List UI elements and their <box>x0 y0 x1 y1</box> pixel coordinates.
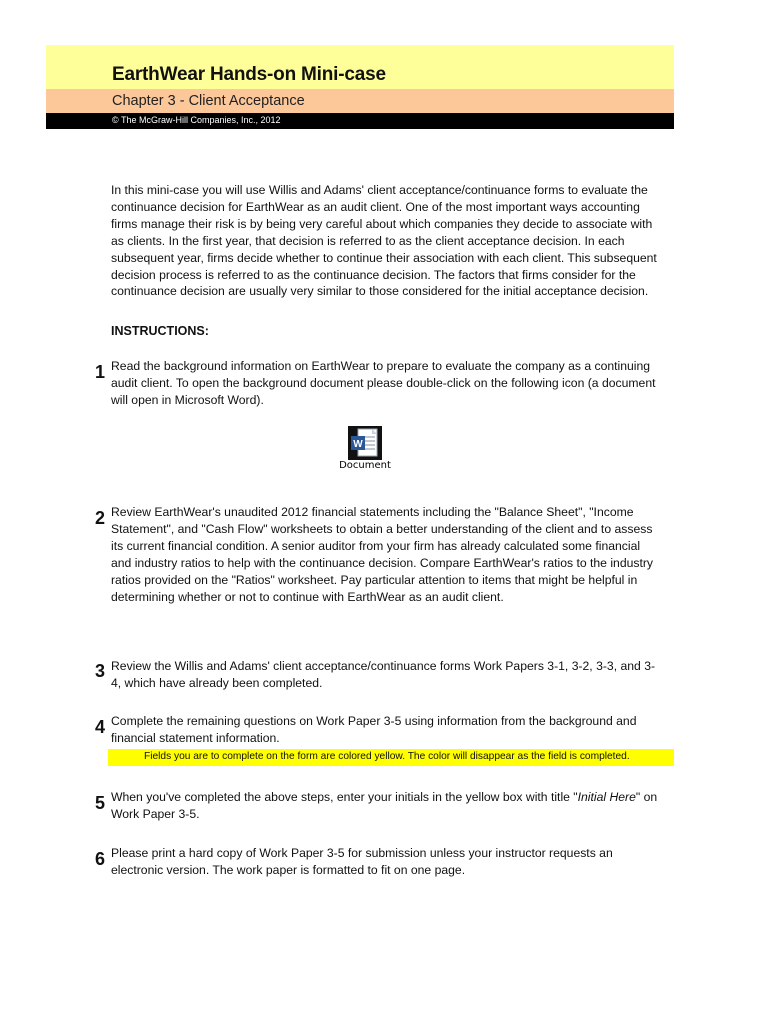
step-line: and industry ratios to help with the continuance decision. Compare EarthWear's ratios to the industry <box>111 555 654 570</box>
page-title: EarthWear Hands-on Mini-case <box>112 64 386 85</box>
step-6-text <box>111 845 671 879</box>
step-line: ratios provided on the "Ratios" worksheet. Pay particular attention to items that might be helpful in <box>111 572 638 587</box>
intro-line: firms manage their risk is by being very careful about which companies they decide to associate with <box>111 216 653 231</box>
step-number-1: 1 <box>95 362 106 382</box>
step-line: Read the background information on EarthWear to prepare to evaluate the company as a continuing <box>111 359 651 373</box>
step-2-text <box>111 504 671 605</box>
step-5-text-end: " on <box>635 790 658 804</box>
yellow-field-note <box>108 749 674 766</box>
subtitle-band <box>46 89 674 113</box>
background-document-object[interactable] <box>334 426 396 476</box>
step-line: determining whether or not to continue with EarthWear as an audit client. <box>111 589 504 604</box>
intro-line: continuance decision for EarthWear as an audit client. One of the most important ways accounting <box>111 199 640 214</box>
step-line: will open in Microsoft Word). <box>111 392 264 407</box>
step-1-text <box>111 358 671 409</box>
intro-line: subsequent year, firms decide whether to continue their association with each client. This subsequent <box>111 250 657 265</box>
page-subtitle: Chapter 3 - Client Acceptance <box>112 93 305 109</box>
step-line: 4, which have already been completed. <box>111 675 323 690</box>
note-text: Fields you are to complete on the form are colored yellow. The color will disappear as the field is completed. <box>144 751 630 762</box>
step-line: Work Paper 3-5. <box>111 806 200 821</box>
copyright-text: © The McGraw-Hill Companies, Inc., 2012 <box>112 115 281 125</box>
intro-line: In this mini-case you will use Willis and Adams' client acceptance/continuance forms to evaluate the <box>111 183 648 197</box>
step-line: audit client. To open the background document please double-click on the following icon (a document <box>111 375 656 390</box>
copyright-band <box>46 113 674 129</box>
step-line: financial statement information. <box>111 730 280 745</box>
word-document-icon[interactable] <box>348 426 382 460</box>
step-5-text <box>111 789 671 823</box>
step-line: electronic version. The work paper is formatted to fit on one page. <box>111 862 466 877</box>
step-number-4: 4 <box>95 717 106 737</box>
document-caption: Document <box>339 460 391 471</box>
step-3-text <box>111 658 671 692</box>
step-line: Complete the remaining questions on Work Paper 3-5 using information from the background and <box>111 714 637 728</box>
intro-line: as clients. In the first year, that decision is referred to as the client acceptance decision. In each <box>111 233 625 248</box>
step-line: Please print a hard copy of Work Paper 3-5 for submission unless your instructor requests an <box>111 846 613 860</box>
word-badge: W <box>353 439 363 450</box>
step-number-3: 3 <box>95 661 106 681</box>
step-line: Review EarthWear's unaudited 2012 financial statements including the "Balance Sheet", "Income <box>111 505 634 519</box>
title-band <box>46 45 674 89</box>
initial-here-label: Initial Here <box>577 790 636 804</box>
intro-line: decision process is referred to as the continuance decision. The factors that firms consider for the <box>111 267 636 282</box>
intro-line: continuance decision are usually very similar to those considered for the initial acceptance decision. <box>111 284 649 299</box>
step-number-5: 5 <box>95 793 106 813</box>
intro-paragraph <box>111 182 671 300</box>
step-line <box>111 789 671 806</box>
step-line: Statement", and "Cash Flow" worksheets to obtain a better understanding of the client and to assess <box>111 521 653 536</box>
step-number-2: 2 <box>95 508 106 528</box>
step-line: its current financial condition. A senior auditor from your firm has already calculated some financial <box>111 538 641 553</box>
step-4-text <box>111 713 671 747</box>
step-line: Review the Willis and Adams' client acceptance/continuance forms Work Papers 3-1, 3-2, 3-3, and 3- <box>111 659 656 673</box>
instructions-heading: INSTRUCTIONS: <box>111 324 209 338</box>
step-number-6: 6 <box>95 849 106 869</box>
step-5-text-start: When you've completed the above steps, enter your initials in the yellow box with title " <box>111 790 578 804</box>
